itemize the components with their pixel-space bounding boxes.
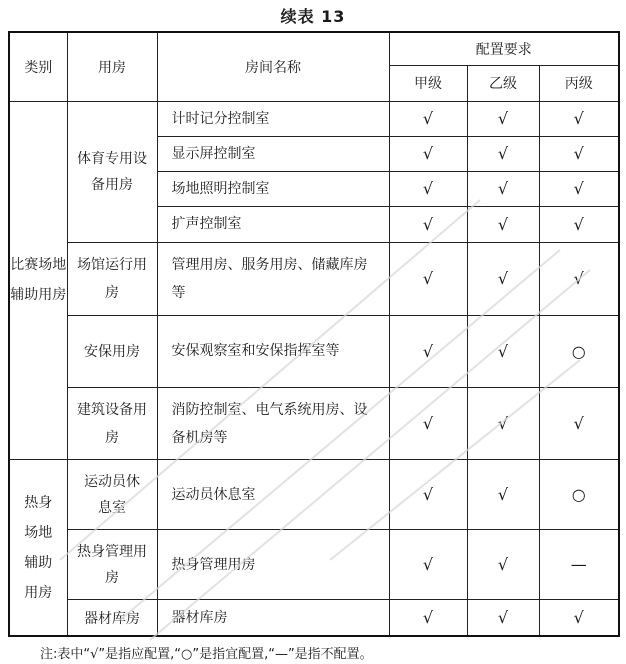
mark-level-a: √ xyxy=(389,136,467,171)
mark-level-b: √ xyxy=(467,171,539,206)
mark-level-c: √ xyxy=(539,101,619,136)
room-name-cell: 扩声控制室 xyxy=(157,206,389,242)
room-name-cell: 消防控制室、电气系统用房、设备机房等 xyxy=(157,388,389,460)
room-name-cell: 热身管理用房 xyxy=(157,530,389,600)
mark-level-a: √ xyxy=(389,101,467,136)
mark-level-c: √ xyxy=(539,600,619,636)
room-name-cell: 场地照明控制室 xyxy=(157,171,389,206)
mark-level-b: √ xyxy=(467,101,539,136)
mark-level-b: √ xyxy=(467,530,539,600)
mark-level-c: ○ xyxy=(539,460,619,530)
table-note: 注:表中“√”是指应配置,“○”是指宜配置,“—”是指不配置。 xyxy=(40,647,373,662)
header-category: 类别 xyxy=(9,32,67,101)
mark-level-a: √ xyxy=(389,388,467,460)
mark-level-c: √ xyxy=(539,136,619,171)
room-type-cell: 建筑设备用房 xyxy=(67,388,157,460)
category-cell: 比赛场地辅助用房 xyxy=(9,101,67,460)
table-row xyxy=(9,101,619,136)
mark-level-a: √ xyxy=(389,171,467,206)
mark-level-c: √ xyxy=(539,206,619,242)
room-type-cell: 器材库房 xyxy=(67,600,157,636)
header-level-b: 乙级 xyxy=(467,65,539,101)
mark-level-c: √ xyxy=(539,388,619,460)
table-row xyxy=(9,388,619,460)
mark-level-a: √ xyxy=(389,206,467,242)
room-name-cell: 安保观察室和安保指挥室等 xyxy=(157,315,389,387)
header-level-c: 丙级 xyxy=(539,65,619,101)
mark-level-a: √ xyxy=(389,600,467,636)
mark-level-b: √ xyxy=(467,460,539,530)
mark-level-c: ○ xyxy=(539,315,619,387)
header-level-a: 甲级 xyxy=(389,65,467,101)
room-type-cell: 安保用房 xyxy=(67,315,157,387)
mark-level-b: √ xyxy=(467,388,539,460)
mark-level-c: √ xyxy=(539,171,619,206)
table-title: 续表 13 xyxy=(280,7,346,26)
mark-level-a: √ xyxy=(389,315,467,387)
header-row xyxy=(9,32,619,65)
table-row xyxy=(9,315,619,387)
mark-level-c: — xyxy=(539,530,619,600)
room-name-cell: 显示屏控制室 xyxy=(157,136,389,171)
mark-level-a: √ xyxy=(389,242,467,315)
mark-level-b: √ xyxy=(467,315,539,387)
mark-level-b: √ xyxy=(467,136,539,171)
room-type-cell: 运动员休息室 xyxy=(67,460,157,530)
mark-level-b: √ xyxy=(467,600,539,636)
room-name-cell: 计时记分控制室 xyxy=(157,101,389,136)
header-room-name: 房间名称 xyxy=(157,32,389,101)
category-cell: 热身场地辅助用房 xyxy=(9,460,67,636)
table-row xyxy=(9,242,619,315)
table-row xyxy=(9,530,619,600)
table-row xyxy=(9,600,619,636)
room-type-cell: 热身管理用房 xyxy=(67,530,157,600)
table-row xyxy=(9,460,619,530)
mark-level-a: √ xyxy=(389,530,467,600)
room-name-cell: 运动员休息室 xyxy=(157,460,389,530)
mark-level-b: √ xyxy=(467,206,539,242)
room-name-cell: 器材库房 xyxy=(157,600,389,636)
mark-level-c: √ xyxy=(539,242,619,315)
header-config: 配置要求 xyxy=(389,32,619,65)
mark-level-a: √ xyxy=(389,460,467,530)
mark-level-b: √ xyxy=(467,242,539,315)
room-type-cell: 体育专用设备用房 xyxy=(67,101,157,242)
config-table xyxy=(8,31,620,637)
room-type-cell: 场馆运行用房 xyxy=(67,242,157,315)
room-name-cell: 管理用房、服务用房、储藏库房等 xyxy=(157,242,389,315)
header-room-type: 用房 xyxy=(67,32,157,101)
